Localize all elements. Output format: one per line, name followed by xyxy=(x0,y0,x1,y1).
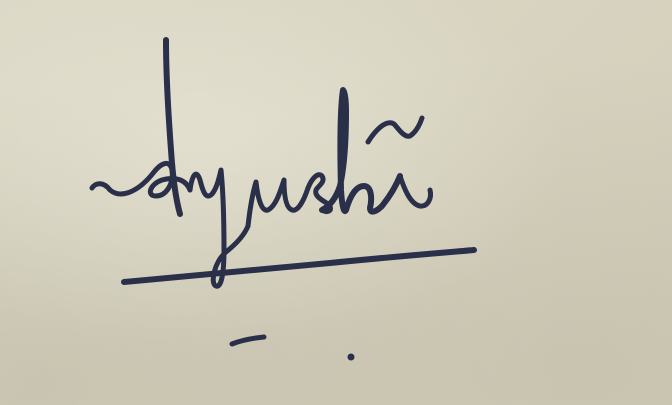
signature-stroke-h xyxy=(322,90,400,212)
signature-stroke-u xyxy=(248,180,308,226)
signature-strokes xyxy=(92,40,474,344)
signature-dot xyxy=(348,354,355,361)
signature-underline xyxy=(124,250,474,282)
signature-stroke-i xyxy=(400,176,431,206)
signature-dash xyxy=(232,337,264,344)
signature-stroke-i-hat xyxy=(368,118,422,142)
